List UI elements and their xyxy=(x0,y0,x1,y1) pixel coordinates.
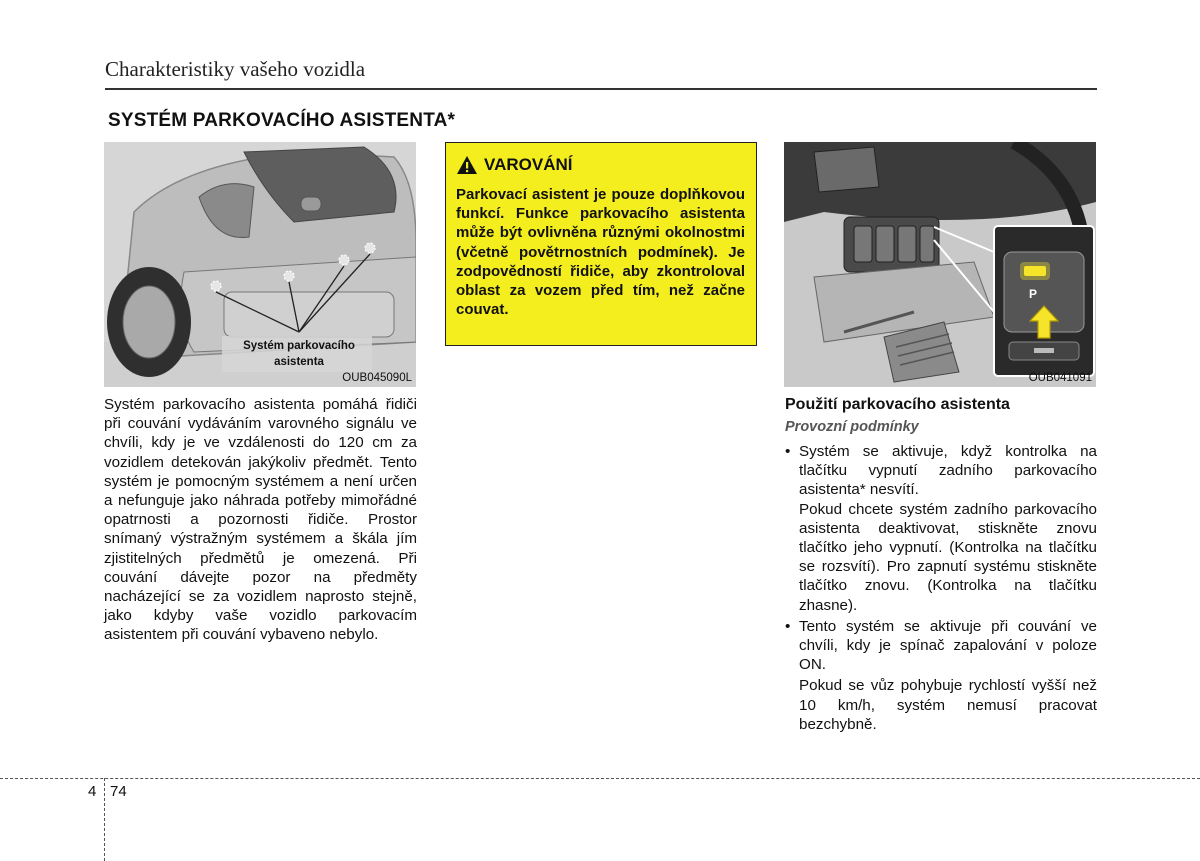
bullet-note: Pokud chcete systém zadního parkovacího asistenta deaktivovat, stiskněte znovu tlačítko jeho vypnutí. (Kontrolka na tlačítku se rozsvítí). Pro zapnutí systému stiskněte tlačítko znovu. (Kontrolka na tlačítku zhasne). xyxy=(799,500,1097,614)
bullet-icon: • xyxy=(785,617,791,635)
footer-vertical-divider xyxy=(104,778,105,861)
intro-paragraph: Systém parkovacího asistenta pomáhá řidiči při couvání vydáváním varovného signálu ve chvíli, kdy je ve vzdálenosti do 120 cm za vozidlem detekován jakýkoliv předmět. Tento systém je pomocným systémem a není určen a nefunguje jako náhrada potřeby mimořádné opatrnosti a pozornosti řidiče. Prostor snímaný výstražným systémem a škála jím zjistitelných předmětů je omezená. Při couvání dávejte pozor na předměty nacházející se za vozidlem naprosto stejně, jako kdyby vaše vozidlo parkovacím asistentem při couvání vybaveno nebylo. xyxy=(104,396,417,644)
list-item xyxy=(785,617,1097,675)
warning-title: VAROVÁNÍ xyxy=(484,155,573,174)
sensor-callout: Systém parkovacího asistenta xyxy=(243,340,355,368)
bullet-text: Systém se aktivuje, když kontrolka na tlačítku vypnutí zadního parkovacího asistenta* nesvítí. xyxy=(799,443,1097,499)
running-title: Charakteristiky vašeho vozidla xyxy=(105,57,366,81)
warning-triangle-icon xyxy=(456,155,478,175)
usage-heading: Použití parkovacího asistenta xyxy=(785,396,1010,413)
rear-car-figure xyxy=(104,142,416,387)
section-title: SYSTÉM PARKOVACÍHO ASISTENTA* xyxy=(108,110,456,131)
bullet-text: Tento systém se aktivuje při couvání ve chvíli, kdy je spínač zapalování v poloze ON. xyxy=(799,617,1097,674)
parking-button-label: P xyxy=(1029,287,1038,301)
chapter-number: 4 xyxy=(88,783,97,800)
bullet-list xyxy=(785,442,1097,734)
page-number: 74 xyxy=(110,783,127,800)
bullet-note: Pokud se vůz pohybuje rychlostí vyšší než 10 km/h, systém nemusí pracovat bezchybně. xyxy=(799,677,1097,733)
figure-code-left: OUB045090L xyxy=(342,372,412,384)
warning-text: Parkovací asistent je pouze doplňkovou funkcí. Funkce parkovacího asistenta může být ovlivněna různými okolnostmi (včetně povětrnostních podmínek). Je zodpovědností řidiče, aby zkontroloval oblast za vozem před tím, než začne couvat. xyxy=(456,186,745,319)
bullet-icon: • xyxy=(785,443,791,460)
footer-divider xyxy=(0,778,1200,779)
conditions-subheading: Provozní podmínky xyxy=(785,419,919,435)
header-rule xyxy=(105,88,1097,90)
dashboard-illustration xyxy=(784,142,1096,387)
dashboard-figure xyxy=(784,142,1096,387)
arrow-up-icon xyxy=(1029,305,1059,339)
list-item xyxy=(785,442,1097,500)
figure-code-right: OUB041091 xyxy=(1028,372,1092,384)
warning-box xyxy=(445,142,757,346)
